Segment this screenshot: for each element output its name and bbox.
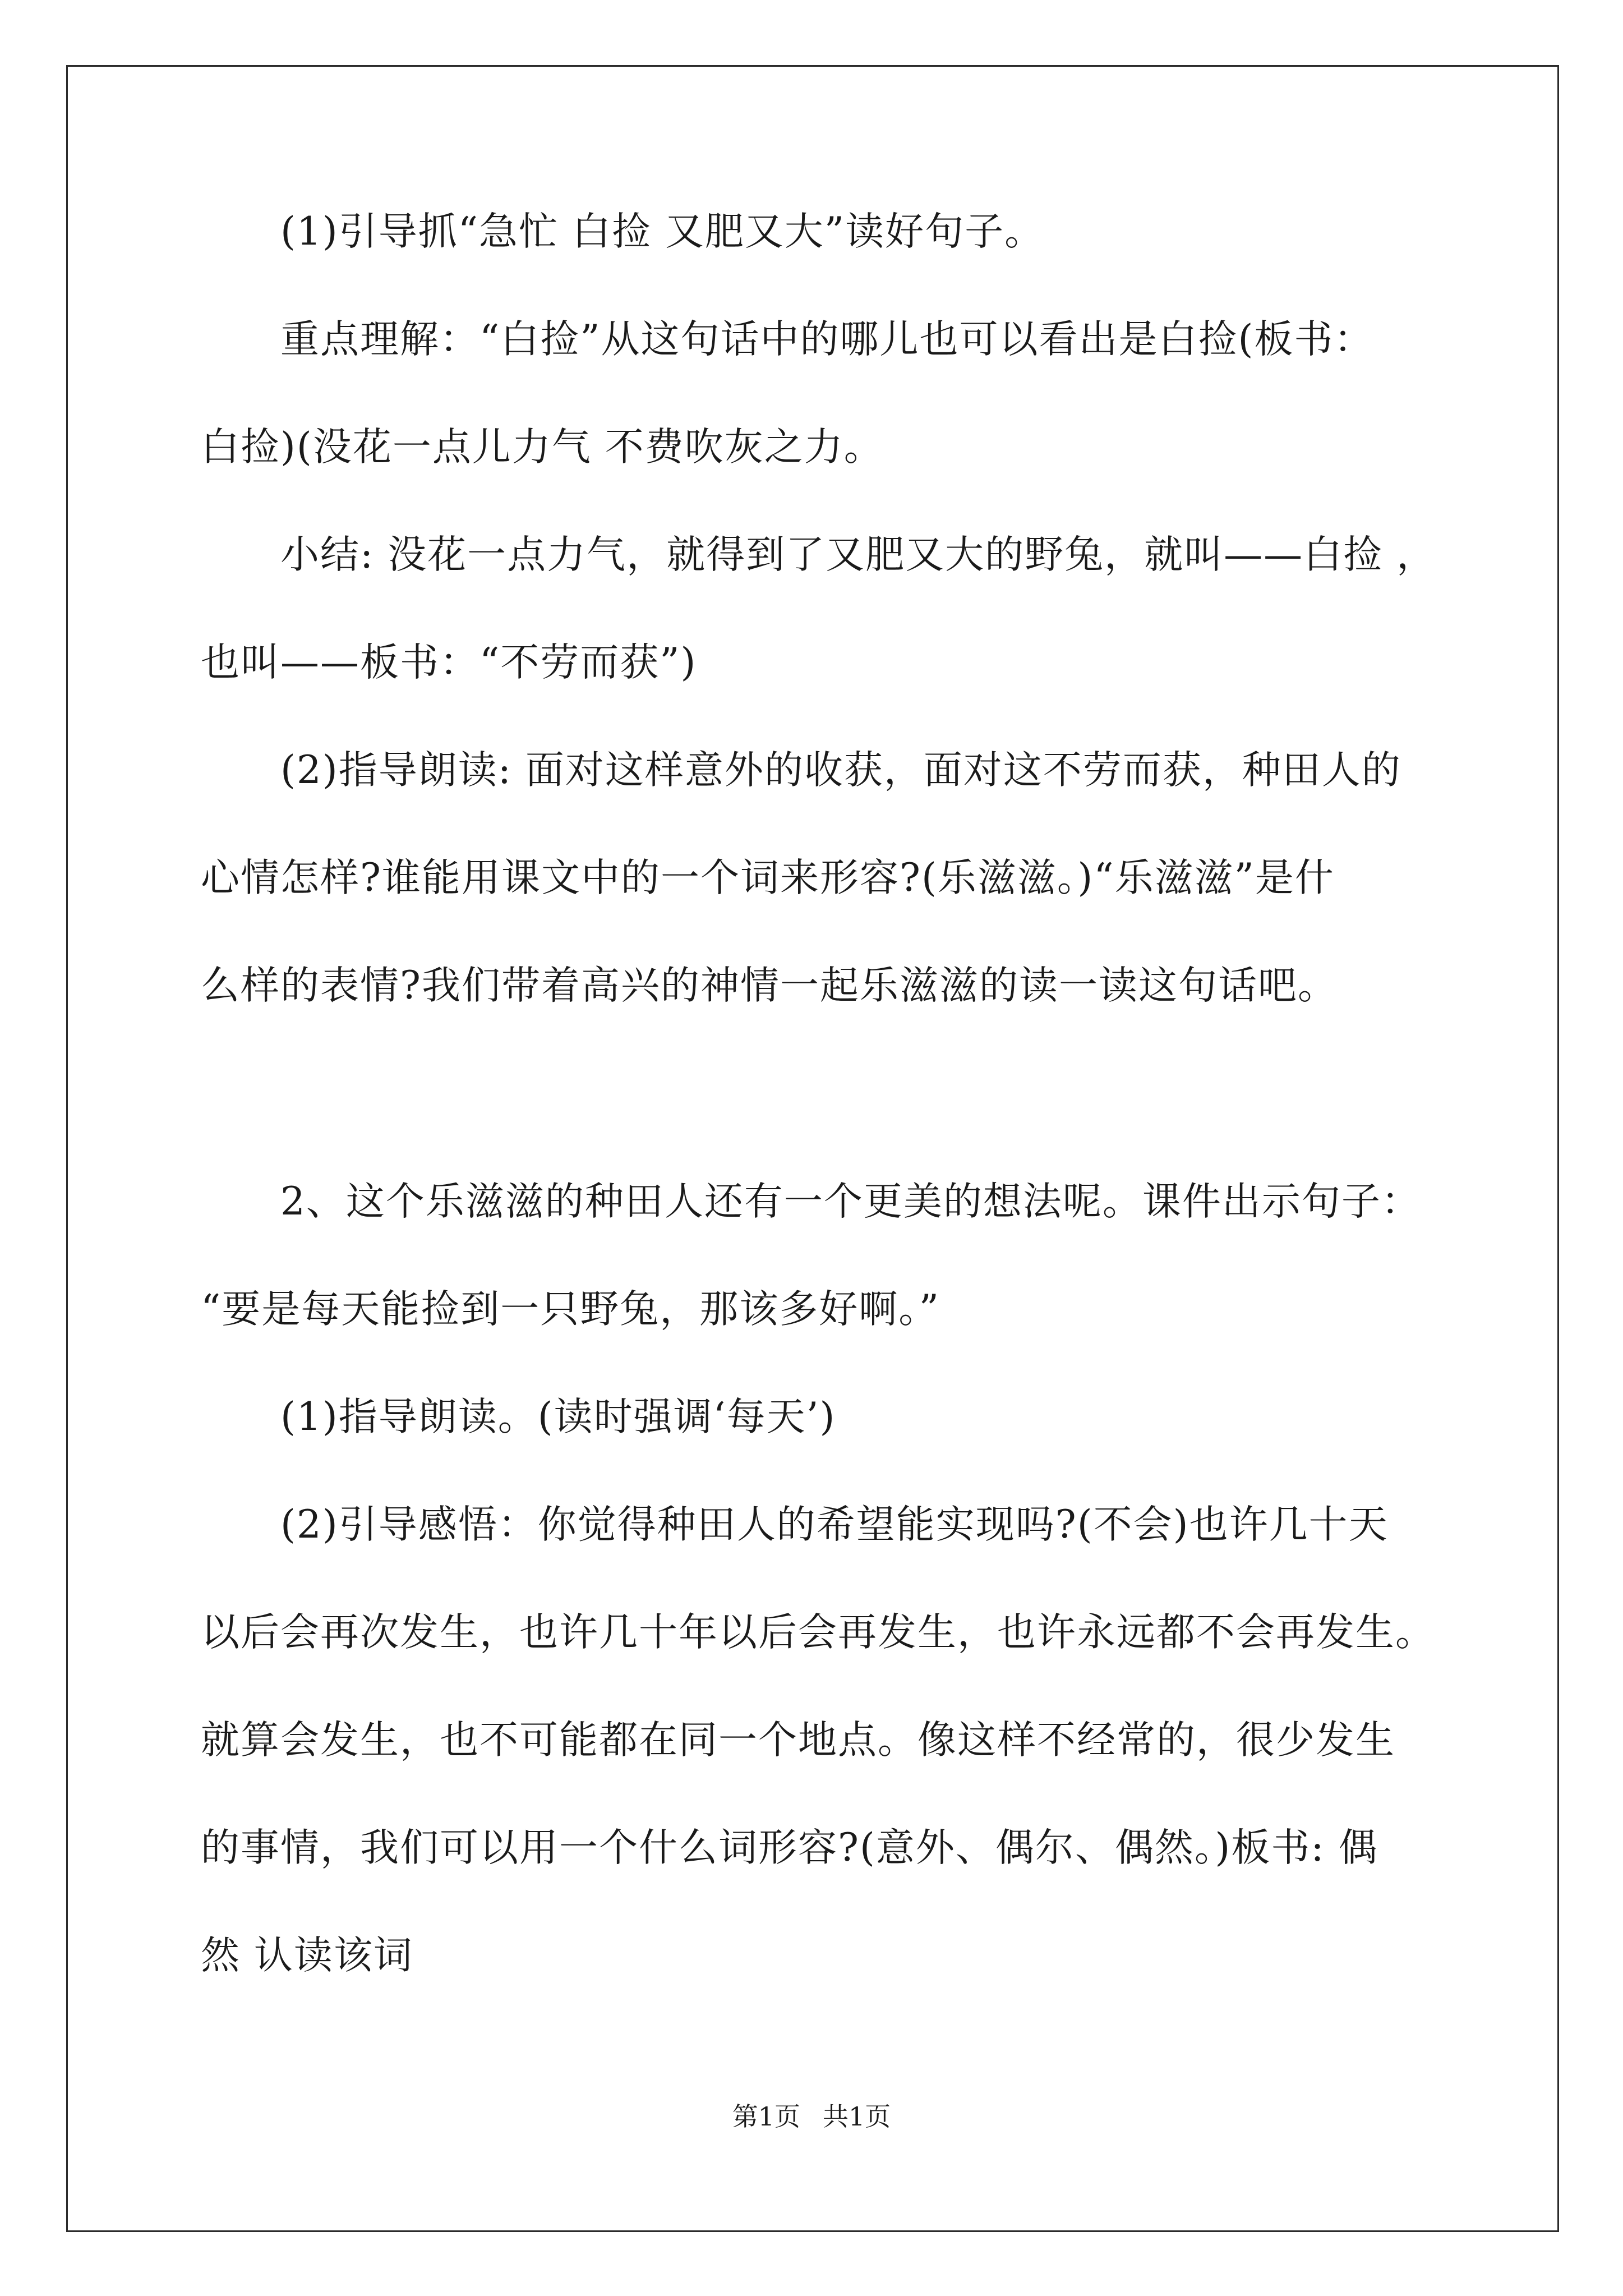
text-line: 小结: 没花一点力气，就得到了又肥又大的野兔，就叫——白捡 ，: [280, 532, 1437, 577]
text-line: (1)指导朗读。(读时强调‘每天’): [280, 1395, 836, 1439]
text-line: 以后会再次发生，也许几十年以后会再发生，也许永远都不会再发生。: [201, 1610, 1435, 1655]
text-line: (1)引导抓“急忙 白捡 又肥又大”读好句子。: [280, 209, 1045, 254]
page-total: 共1页: [823, 2101, 891, 2132]
text-line: 么样的表情?我们带着高兴的神情一起乐滋滋的读一读这句话吧。: [201, 963, 1338, 1008]
page-number: 第1页: [732, 2101, 800, 2132]
text-line: 心情怎样?谁能用课文中的一个词来形容?(乐滋滋。)“乐滋滋”是什: [201, 855, 1335, 900]
text-line: 也叫——板书：“不劳而获”): [201, 640, 697, 685]
text-line: (2)指导朗读: 面对这样意外的收获，面对这不劳而获，种田人的: [280, 748, 1401, 793]
text-line: (2)引导感悟：你觉得种田人的希望能实现吗?(不会)也许几十天: [280, 1502, 1389, 1547]
text-line: 2、这个乐滋滋的种田人还有一个更美的想法呢。课件出示句子：: [280, 1179, 1421, 1224]
text-line: 白捡)(没花一点儿力气 不费吹灰之力。: [201, 425, 884, 470]
text-line: 的事情，我们可以用一个什么词形容?(意外、偶尔、偶然。)板书: 偶: [201, 1825, 1378, 1870]
text-line: 重点理解：“白捡”从这句话中的哪儿也可以看出是白捡(板书：: [280, 317, 1374, 362]
text-line: 然 认读该词: [201, 1933, 413, 1978]
page-footer: [0, 2101, 1623, 2132]
text-line: “要是每天能捡到一只野兔，那该多好啊。”: [201, 1287, 940, 1332]
text-line: 就算会发生，也不可能都在同一个地点。像这样不经常的，很少发生: [201, 1718, 1395, 1763]
